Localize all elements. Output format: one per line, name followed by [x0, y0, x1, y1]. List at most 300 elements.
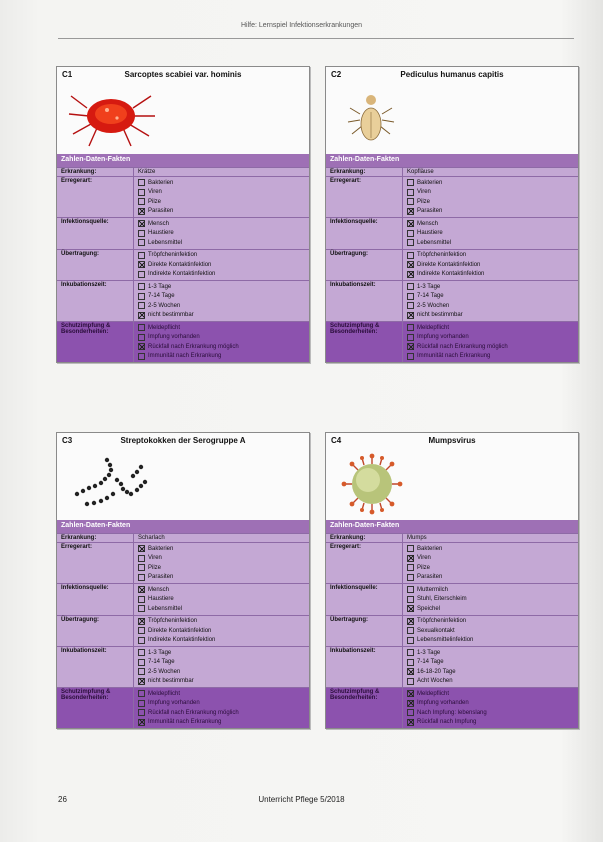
row-pathogen	[57, 542, 309, 583]
header-rule	[58, 38, 574, 39]
header-title: Hilfe: Lernspiel Infektionserkrankungen	[240, 22, 362, 29]
facts-heading: Zahlen-Daten-Fakten	[326, 154, 578, 167]
option	[138, 251, 305, 261]
row-special	[57, 321, 309, 362]
info-card	[325, 432, 579, 729]
option	[407, 270, 574, 280]
option-label: Lebensmittel	[417, 239, 452, 246]
option-label: nicht bestimmbar	[148, 312, 194, 319]
option-label: Impfung vorhanden	[148, 334, 200, 341]
row-label: Übertragung:	[330, 616, 368, 623]
option-label: Viren	[417, 189, 431, 196]
option-label: Pilze	[148, 564, 162, 571]
option	[138, 617, 305, 627]
checked-checkbox-icon	[407, 555, 414, 562]
row-label: Erregerart:	[330, 178, 362, 184]
checkbox-icon	[407, 574, 414, 581]
option-label: Nach Impfung: lebenslang	[417, 709, 487, 716]
option-label: Mensch	[417, 220, 439, 227]
option	[138, 554, 305, 564]
card-header	[326, 433, 578, 450]
row-transmission	[326, 615, 578, 647]
option-label: Haustiere	[417, 230, 443, 237]
option	[138, 301, 305, 311]
option	[407, 667, 574, 677]
option-label: 7-14 Tage	[148, 293, 175, 300]
row-label: Übertragung:	[61, 250, 99, 257]
option-label: Viren	[148, 555, 162, 562]
option	[407, 718, 574, 728]
option-label: Tröpfcheninfektion	[417, 618, 467, 625]
checked-checkbox-icon	[407, 690, 414, 697]
row-label: Erkrankung:	[61, 535, 97, 541]
facts-table	[57, 533, 309, 728]
row-label: Erregerart:	[61, 178, 93, 184]
option	[138, 708, 305, 718]
option-label: 1-3 Tage	[417, 649, 441, 656]
option	[138, 219, 305, 229]
checkbox-icon	[138, 564, 145, 571]
option-label: nicht bestimmbar	[148, 678, 194, 685]
checked-checkbox-icon	[138, 678, 145, 685]
info-card	[56, 66, 310, 363]
checked-checkbox-icon	[138, 343, 145, 350]
option	[138, 718, 305, 728]
facts-table	[326, 167, 578, 362]
row-special	[326, 321, 578, 362]
option-label: Impfung vorhanden	[417, 700, 469, 707]
special-label: Schutzimpfung &	[330, 689, 380, 695]
checkbox-icon	[407, 189, 414, 196]
checkbox-icon	[138, 271, 145, 278]
facts-heading: Zahlen-Daten-Fakten	[57, 154, 309, 167]
checkbox-icon	[138, 637, 145, 644]
option-label: Impfung vorhanden	[417, 334, 469, 341]
checkbox-icon	[407, 334, 414, 341]
checkbox-icon	[138, 649, 145, 656]
checkbox-icon	[407, 649, 414, 656]
checked-checkbox-icon	[407, 719, 414, 726]
option	[407, 699, 574, 709]
option	[407, 352, 574, 362]
option	[138, 311, 305, 321]
row-label: Erkrankung:	[330, 169, 366, 175]
checkbox-icon	[407, 324, 414, 331]
disease-value: Mumps	[402, 534, 578, 542]
option-label: Immunität nach Erkrankung	[148, 353, 222, 360]
option-label: Sexualkontakt	[417, 627, 455, 634]
checkbox-icon	[407, 678, 414, 685]
checkbox-icon	[138, 668, 145, 675]
row-label: Erregerart:	[61, 544, 93, 550]
checkbox-icon	[138, 230, 145, 237]
checked-checkbox-icon	[138, 312, 145, 319]
option	[407, 238, 574, 248]
card-header	[57, 433, 309, 450]
option	[407, 658, 574, 668]
checkbox-icon	[407, 283, 414, 290]
option-label: 7-14 Tage	[417, 293, 444, 300]
option-label: Bakterien	[148, 179, 174, 186]
checkbox-icon	[407, 353, 414, 360]
checked-checkbox-icon	[407, 261, 414, 268]
checkbox-icon	[407, 586, 414, 593]
checked-checkbox-icon	[138, 261, 145, 268]
option-label: Bakterien	[148, 545, 174, 552]
row-source	[57, 217, 309, 249]
checked-checkbox-icon	[138, 618, 145, 625]
option	[407, 229, 574, 239]
option	[407, 178, 574, 188]
option-label: Direkte Kontaktinfektion	[417, 261, 481, 268]
option	[138, 689, 305, 699]
checked-checkbox-icon	[138, 545, 145, 552]
option-label: Parasiten	[148, 208, 174, 215]
card-code: C2	[331, 70, 342, 79]
option-label: Immunität nach Erkrankung	[148, 719, 222, 726]
option-label: Lebensmittel	[148, 239, 183, 246]
row-label: Erregerart:	[330, 544, 362, 550]
checked-checkbox-icon	[407, 618, 414, 625]
option-label: Tröpfcheninfektion	[148, 618, 198, 625]
checkbox-icon	[138, 334, 145, 341]
row-label: Infektionsquelle:	[330, 219, 378, 225]
row-source	[326, 583, 578, 615]
row-label: Inkubationszeit:	[61, 282, 107, 288]
option	[138, 238, 305, 248]
checkbox-icon	[138, 283, 145, 290]
row-label: Inkubationszeit:	[330, 282, 376, 288]
card-code: C4	[331, 436, 342, 445]
option-label: Meldepflicht	[148, 690, 181, 697]
checkbox-icon	[407, 239, 414, 246]
row-source	[326, 217, 578, 249]
row-label	[326, 322, 402, 362]
option	[407, 311, 574, 321]
card-code: C1	[62, 70, 73, 79]
virus-icon	[326, 450, 578, 520]
row-incubation	[326, 280, 578, 321]
checkbox-icon	[138, 596, 145, 603]
row-label: Inkubationszeit:	[61, 648, 107, 654]
row-special	[326, 687, 578, 728]
option-label: Speichel	[417, 605, 441, 612]
row-transmission	[326, 249, 578, 281]
checkbox-icon	[138, 555, 145, 562]
option	[138, 626, 305, 636]
option	[407, 219, 574, 229]
row-label: Inkubationszeit:	[330, 648, 376, 654]
checked-checkbox-icon	[407, 271, 414, 278]
row-pathogen	[57, 176, 309, 217]
option-label: Lebensmittelinfektion	[417, 637, 474, 644]
row-label: Infektionsquelle:	[61, 219, 109, 225]
row-disease	[57, 533, 309, 542]
option-label: Parasiten	[417, 574, 443, 581]
option	[138, 648, 305, 658]
option-label: Muttermilch	[417, 586, 449, 593]
option	[407, 573, 574, 583]
option-label: 7-14 Tage	[148, 659, 175, 666]
option	[138, 292, 305, 302]
checked-checkbox-icon	[407, 208, 414, 215]
checkbox-icon	[138, 302, 145, 309]
checkbox-icon	[138, 293, 145, 300]
row-pathogen	[326, 542, 578, 583]
option	[407, 188, 574, 198]
special-label-2: Besonderheiten:	[330, 329, 378, 335]
option-label: Rückfall nach Erkrankung möglich	[148, 343, 239, 350]
option	[407, 563, 574, 573]
checkbox-icon	[407, 198, 414, 205]
option	[138, 677, 305, 687]
option-label: Bakterien	[417, 179, 443, 186]
checkbox-icon	[138, 198, 145, 205]
option-label: Stuhl, Eiterschleim	[417, 596, 467, 603]
option-label: Pilze	[417, 564, 431, 571]
checkbox-icon	[138, 627, 145, 634]
option-label: Rückfall nach Erkrankung möglich	[417, 343, 508, 350]
checked-checkbox-icon	[138, 220, 145, 227]
checkbox-icon	[138, 709, 145, 716]
option-label: Rückfall nach Impfung	[417, 719, 477, 726]
option	[407, 282, 574, 292]
option	[138, 636, 305, 646]
row-incubation	[57, 280, 309, 321]
option	[138, 585, 305, 595]
option-label: Impfung vorhanden	[148, 700, 200, 707]
option-label: 2-5 Wochen	[148, 668, 181, 675]
option-label: 2-5 Wochen	[148, 302, 181, 309]
option	[138, 333, 305, 343]
option-label: nicht bestimmbar	[417, 312, 463, 319]
option	[407, 677, 574, 687]
page-number: 26	[58, 795, 67, 804]
option-label: Meldepflicht	[148, 324, 181, 331]
info-card	[325, 66, 579, 363]
option	[407, 626, 574, 636]
option-label: Parasiten	[417, 208, 443, 215]
option-label: Haustiere	[148, 596, 174, 603]
special-label-2: Besonderheiten:	[61, 329, 109, 335]
option	[407, 323, 574, 333]
option-label: 1-3 Tage	[417, 283, 441, 290]
row-label: Infektionsquelle:	[61, 585, 109, 591]
option	[407, 260, 574, 270]
option	[407, 342, 574, 352]
checkbox-icon	[407, 627, 414, 634]
option	[138, 282, 305, 292]
option-label: Meldepflicht	[417, 690, 450, 697]
option-label: Bakterien	[417, 545, 443, 552]
row-label	[57, 688, 133, 728]
option-label: Meldepflicht	[417, 324, 450, 331]
checkbox-icon	[138, 239, 145, 246]
option	[138, 188, 305, 198]
option-label: Tröpfcheninfektion	[148, 252, 198, 259]
option	[138, 323, 305, 333]
option-label: Lebensmittel	[148, 605, 183, 612]
option-label: Immunität nach Erkrankung	[417, 353, 491, 360]
option-label: Viren	[148, 189, 162, 196]
option	[407, 708, 574, 718]
checkbox-icon	[138, 605, 145, 612]
row-label: Übertragung:	[61, 616, 99, 623]
checkbox-icon	[138, 659, 145, 666]
option-label: 1-3 Tage	[148, 283, 172, 290]
option	[407, 251, 574, 261]
option	[138, 197, 305, 207]
checked-checkbox-icon	[407, 220, 414, 227]
option	[138, 352, 305, 362]
option-label: 1-3 Tage	[148, 649, 172, 656]
option	[138, 260, 305, 270]
special-label: Schutzimpfung &	[61, 323, 111, 329]
checked-checkbox-icon	[407, 668, 414, 675]
checked-checkbox-icon	[138, 208, 145, 215]
option	[407, 689, 574, 699]
option	[138, 544, 305, 554]
checkbox-icon	[138, 353, 145, 360]
card-title: Mumpsvirus	[428, 436, 476, 445]
checkbox-icon	[138, 324, 145, 331]
checkbox-icon	[407, 545, 414, 552]
option-label: Haustiere	[148, 230, 174, 237]
checkbox-icon	[138, 252, 145, 259]
row-label: Übertragung:	[330, 250, 368, 257]
option	[407, 207, 574, 217]
option-label: Acht Wochen	[417, 678, 453, 685]
checkbox-icon	[407, 302, 414, 309]
option	[407, 544, 574, 554]
facts-table	[57, 167, 309, 362]
option	[407, 292, 574, 302]
option-label: 7-14 Tage	[417, 659, 444, 666]
special-label: Schutzimpfung &	[61, 689, 111, 695]
option	[138, 595, 305, 605]
row-incubation	[57, 646, 309, 687]
option	[138, 573, 305, 583]
row-label	[57, 322, 133, 362]
checked-checkbox-icon	[138, 586, 145, 593]
option-label: 16-18-20 Tage	[417, 668, 456, 675]
option	[138, 178, 305, 188]
option	[407, 636, 574, 646]
checkbox-icon	[138, 700, 145, 707]
option	[138, 270, 305, 280]
checkbox-icon	[407, 596, 414, 603]
option-label: Mensch	[148, 220, 170, 227]
card-header	[326, 67, 578, 84]
facts-table	[326, 533, 578, 728]
info-card	[56, 432, 310, 729]
option-label: 2-5 Wochen	[417, 302, 450, 309]
row-label	[326, 688, 402, 728]
disease-value: Scharlach	[133, 534, 309, 542]
special-label: Schutzimpfung &	[330, 323, 380, 329]
checked-checkbox-icon	[407, 343, 414, 350]
option	[138, 342, 305, 352]
option	[407, 585, 574, 595]
facts-heading: Zahlen-Daten-Fakten	[326, 520, 578, 533]
option-label: Pilze	[417, 198, 431, 205]
row-transmission	[57, 249, 309, 281]
checkbox-icon	[138, 179, 145, 186]
checked-checkbox-icon	[407, 700, 414, 707]
option-label: Mensch	[148, 586, 170, 593]
checkbox-icon	[138, 574, 145, 581]
option-label: Rückfall nach Erkrankung möglich	[148, 709, 239, 716]
option	[407, 554, 574, 564]
checked-checkbox-icon	[407, 312, 414, 319]
row-pathogen	[326, 176, 578, 217]
checkbox-icon	[138, 690, 145, 697]
card-header	[57, 67, 309, 84]
checkbox-icon	[407, 252, 414, 259]
option	[407, 197, 574, 207]
card-code: C3	[62, 436, 73, 445]
option	[138, 699, 305, 709]
option	[407, 617, 574, 627]
option	[138, 207, 305, 217]
option-label: Pilze	[148, 198, 162, 205]
option	[138, 229, 305, 239]
row-disease	[326, 533, 578, 542]
row-disease	[57, 167, 309, 176]
checkbox-icon	[138, 189, 145, 196]
option-label: Direkte Kontaktinfektion	[148, 627, 212, 634]
option	[407, 604, 574, 614]
row-special	[57, 687, 309, 728]
disease-value: Kopfläuse	[402, 168, 578, 176]
checkbox-icon	[407, 637, 414, 644]
checkbox-icon	[407, 293, 414, 300]
checked-checkbox-icon	[138, 719, 145, 726]
row-transmission	[57, 615, 309, 647]
checkbox-icon	[407, 709, 414, 716]
option-label: Parasiten	[148, 574, 174, 581]
streptococci-icon	[57, 450, 309, 520]
row-disease	[326, 167, 578, 176]
option-label: Indirekte Kontaktinfektion	[417, 271, 485, 278]
option	[407, 333, 574, 343]
option	[138, 563, 305, 573]
louse-icon	[326, 84, 578, 154]
option	[407, 595, 574, 605]
option	[407, 648, 574, 658]
special-label-2: Besonderheiten:	[330, 695, 378, 701]
row-label: Infektionsquelle:	[330, 585, 378, 591]
option-label: Indirekte Kontaktinfektion	[148, 637, 216, 644]
checkbox-icon	[407, 179, 414, 186]
checkbox-icon	[407, 564, 414, 571]
row-source	[57, 583, 309, 615]
card-title: Pediculus humanus capitis	[400, 70, 504, 79]
footer-source: Unterricht Pflege 5/2018	[258, 795, 345, 804]
checked-checkbox-icon	[407, 605, 414, 612]
option-label: Indirekte Kontaktinfektion	[148, 271, 216, 278]
row-incubation	[326, 646, 578, 687]
special-label-2: Besonderheiten:	[61, 695, 109, 701]
checkbox-icon	[407, 659, 414, 666]
option-label: Direkte Kontaktinfektion	[148, 261, 212, 268]
option	[138, 667, 305, 677]
option	[407, 301, 574, 311]
checkbox-icon	[407, 230, 414, 237]
card-title: Sarcoptes scabiei var. hominis	[124, 70, 242, 79]
row-label: Erkrankung:	[61, 169, 97, 175]
option	[138, 604, 305, 614]
